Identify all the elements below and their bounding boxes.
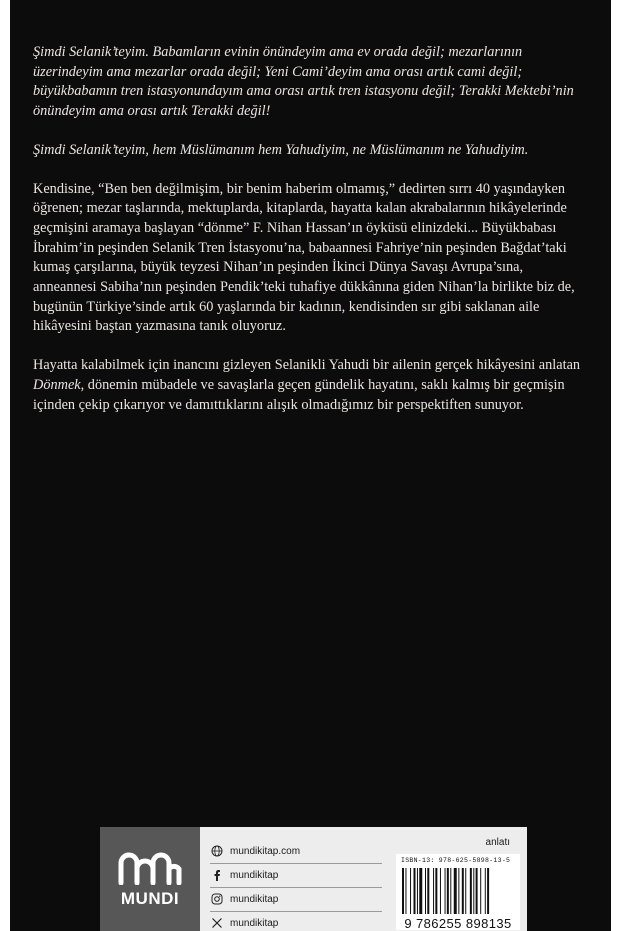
barcode — [402, 868, 514, 914]
divider — [210, 887, 382, 888]
x-text: mundikitap — [230, 917, 279, 929]
facebook-text: mundikitap — [230, 869, 279, 881]
divider — [210, 911, 382, 912]
x-row[interactable] — [210, 911, 300, 931]
paragraph-4-end: , dönemin mübadele ve savaşlarla geçen gündelik hayatını, saklı kalmış bir geçmişin içinden çekip çıkarıyor ve damıttıklarını alışık olmadığımız bir perspektiften sunuyor. — [33, 376, 565, 413]
facebook-row[interactable] — [210, 863, 300, 887]
globe-icon — [210, 844, 224, 858]
barcode-area — [396, 854, 520, 930]
italic-paragraph-1: Şimdi Selanik’teyim. Babamların evinin önündeyim ama ev orada değil; mezarlarının üzerindeyim ama mezarlar orada değil; Yeni Cami’deyim ama orası artık cami değil; büyükbabamın tren istasyonundayım ama orası artık tren istasyonu değil; Terakki Mektebi’nin önündeyim ama orası artık Terakki değil! — [33, 44, 574, 120]
divider — [210, 863, 382, 864]
italic-paragraph-2: Şimdi Selanik’teyim, hem Müslümanım hem Yahudiyim, ne Müslümanım ne Yahudiyim. — [33, 141, 529, 158]
website-text: mundikitap.com — [230, 845, 301, 857]
mundi-logo — [100, 827, 200, 931]
instagram-row[interactable] — [210, 887, 300, 911]
blurb-text — [33, 43, 589, 434]
barcode-number: 9 786255 898135 — [404, 916, 512, 931]
facebook-icon — [210, 868, 224, 882]
mundi-logo-mark-icon — [117, 849, 183, 885]
paragraph-4-start: Hayatta kalabilmek için inancını gizleyen Selanikli Yahudi bir ailenin gerçek hikâyesini anlatan — [33, 357, 581, 374]
back-cover — [10, 0, 611, 931]
contact-list — [210, 839, 300, 931]
book-title-inline: Dönmek — [33, 376, 81, 393]
website-row[interactable] — [210, 839, 300, 863]
instagram-icon — [210, 892, 224, 906]
paragraph-3: Kendisine, “Ben ben değilmişim, bir benim haberim olmamış,” dedirten sırrı 40 yaşındayken öğrenen; mezar taşlarında, mektuplarda, kitaplarda, hayatta kalan akrabalarının hikâyelerinde geçmişini aramaya başlayan “dönme” F. Nihan Hassan’ın öyküsü elinizdeki... Büyükbabası İbrahim’in peşinden Selanik Tren İstasyonu’na, babaannesi Fahriye’nin peşinden Bağdat’taki kumaş çarşılarına, büyük teyzesi Nihan’ın peşinden İkinci Dünya Savaşı Avrupa’sına, anneannesi Sabiha’nın peşinden Pendik’teki tuhafiye dükkânına giden Nihan’la birlikte biz de, bugünün Türkiye’sinde artık 60 yaşlarında bir kadının, kendisinden sır gibi saklanan aile hikâyesini baştan yazmasına tanık oluyoruz. — [33, 180, 575, 335]
isbn-text: ISBN-13: 978-625-5898-13-5 — [401, 857, 511, 864]
publisher-imprint: anlatı — [485, 837, 510, 848]
logo-text: MUNDI — [120, 889, 180, 908]
instagram-text: mundikitap — [230, 893, 279, 905]
publisher-footer — [100, 827, 527, 931]
paragraph-4 — [33, 356, 589, 415]
x-twitter-icon — [210, 916, 224, 930]
